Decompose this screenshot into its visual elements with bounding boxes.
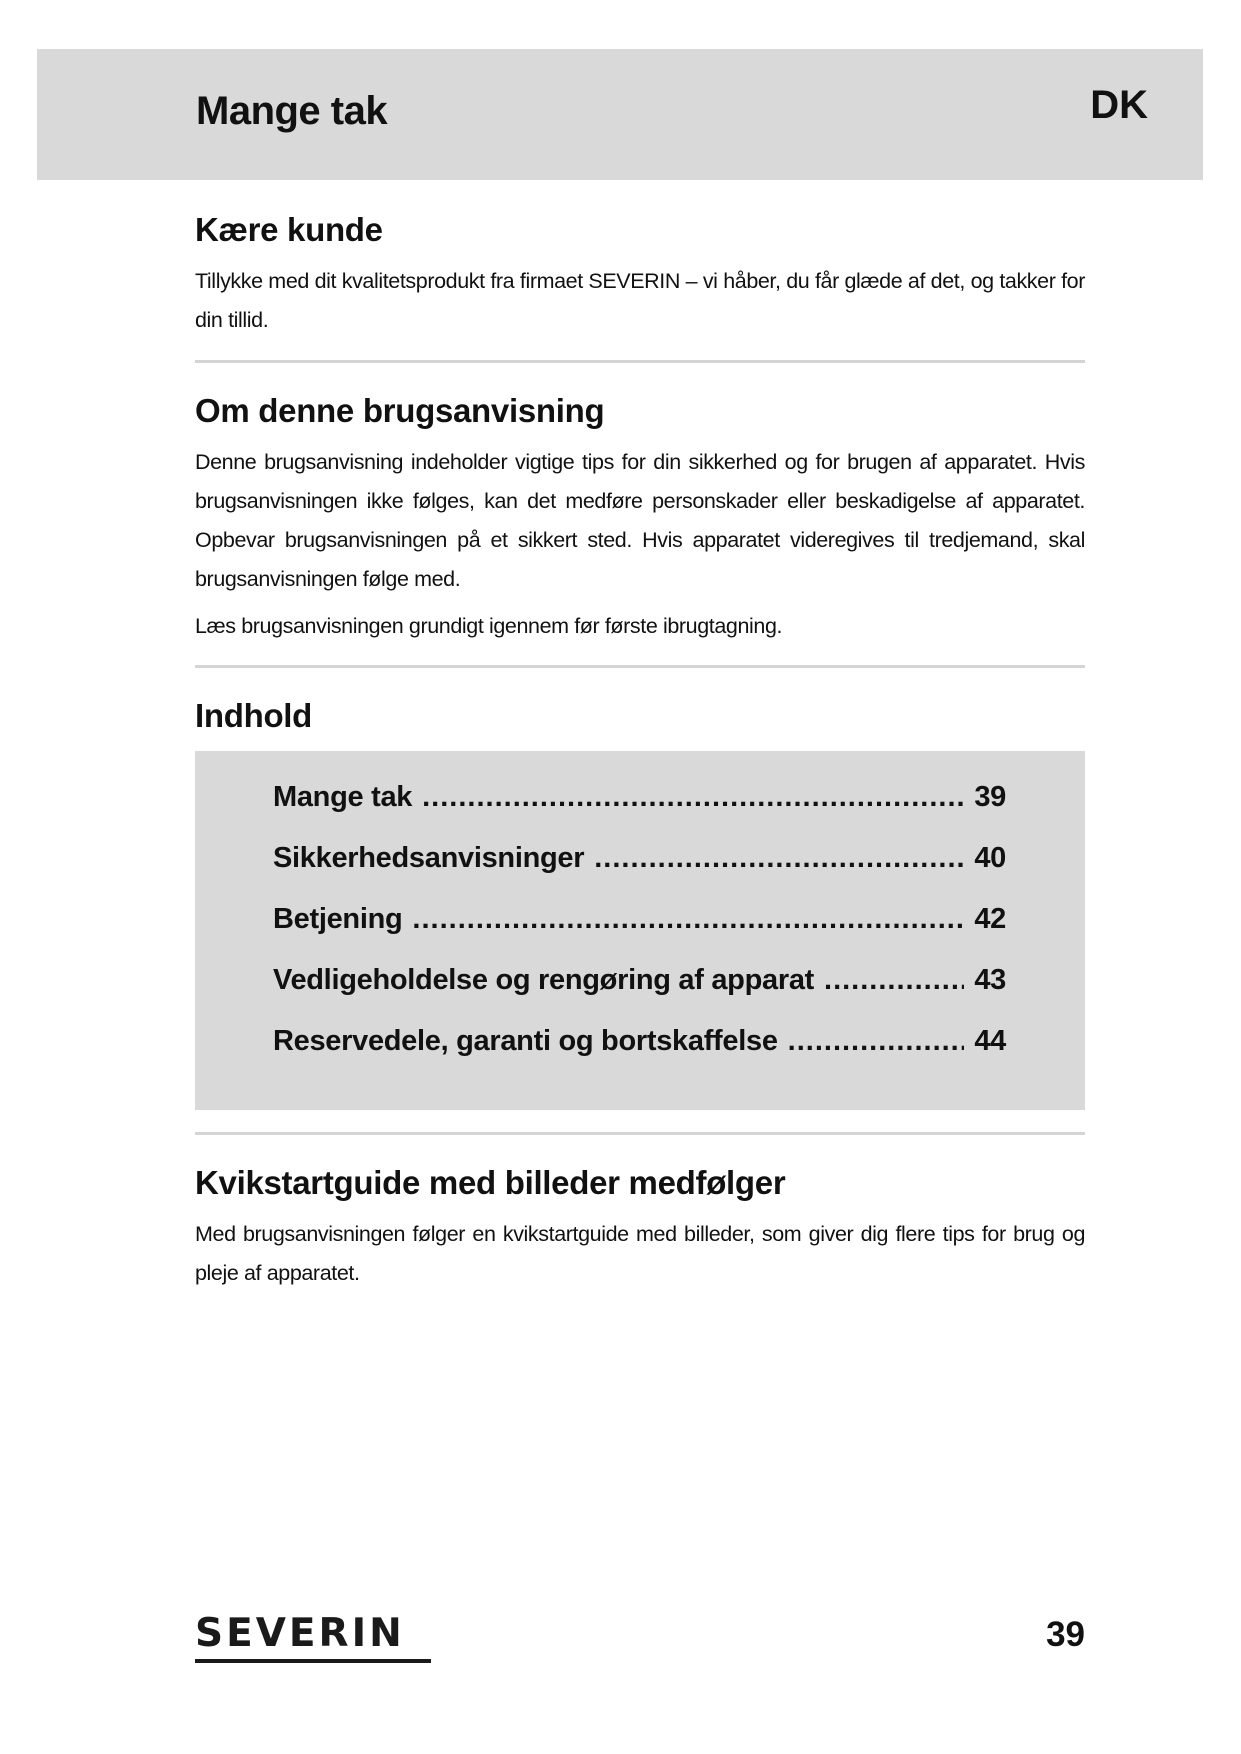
section-divider bbox=[195, 1132, 1085, 1135]
logo-underline bbox=[195, 1659, 431, 1663]
toc-entry-label: Mange tak bbox=[273, 781, 413, 813]
section-divider bbox=[195, 665, 1085, 668]
toc-leader-dots bbox=[594, 842, 964, 875]
toc-entry[interactable] bbox=[273, 1025, 1006, 1086]
about-manual-paragraph: Denne brugsanvisning indeholder vigtige tips for din sikkerhed og for brugen af apparatet. Hvis brugsanvisningen ikke følges, kan det medføre personskader eller beskadigelse af apparatet. Opbevar brugsanvisningen på et sikkert sted. Hvis apparatet videregives til tredjemand, skal brugsanvisningen følge med. bbox=[195, 449, 1085, 591]
toc-entry-label: Betjening bbox=[273, 903, 403, 935]
toc-leader-dots bbox=[788, 1025, 965, 1058]
section-divider bbox=[195, 360, 1085, 363]
page-header bbox=[37, 49, 1203, 180]
section-about-manual bbox=[195, 391, 1085, 646]
toc-leader-dots bbox=[824, 964, 964, 997]
toc-entry-label: Reservedele, garanti og bortskaffelse bbox=[273, 1025, 778, 1057]
page-title: Mange tak bbox=[196, 89, 388, 133]
toc-entry-label: Sikkerhedsanvisninger bbox=[273, 842, 585, 874]
section-heading-about-manual: Om denne brugsanvisning bbox=[195, 392, 605, 429]
dear-customer-text: Tillykke med dit kvalitetsprodukt fra firmaet SEVERIN – vi håber, du får glæde af det, og takker for din tillid. bbox=[195, 268, 1085, 332]
toc-entry-page: 40 bbox=[974, 842, 1006, 874]
toc-entry-page: 39 bbox=[974, 781, 1006, 813]
toc-entry[interactable] bbox=[273, 903, 1006, 964]
severin-logo bbox=[195, 1613, 431, 1665]
section-heading-contents: Indhold bbox=[195, 697, 313, 734]
toc-entry[interactable] bbox=[273, 964, 1006, 1025]
toc-entry-page: 42 bbox=[974, 903, 1006, 935]
section-contents bbox=[195, 696, 1085, 736]
section-dear-customer bbox=[195, 210, 1085, 340]
section-heading-dear-customer: Kære kunde bbox=[195, 211, 383, 248]
toc-entry-page: 44 bbox=[974, 1025, 1006, 1057]
toc-entry-label: Vedligeholdelse og rengøring af apparat bbox=[273, 964, 815, 996]
page-number: 39 bbox=[1046, 1615, 1085, 1654]
toc-leader-dots bbox=[412, 903, 964, 936]
toc-list bbox=[273, 781, 1006, 1086]
toc-entry[interactable] bbox=[273, 781, 1006, 842]
quickstart-text: Med brugsanvisningen følger en kvikstartguide med billeder, som giver dig flere tips for brug og pleje af apparatet. bbox=[195, 1221, 1085, 1285]
language-code: DK bbox=[1090, 83, 1148, 127]
brand-wordmark: SEVERIN bbox=[195, 1611, 405, 1656]
section-quickstart bbox=[195, 1163, 1085, 1293]
toc-entry-page: 43 bbox=[974, 964, 1006, 996]
toc-entry[interactable] bbox=[273, 842, 1006, 903]
about-manual-paragraph: Læs brugsanvisningen grundigt igennem før første ibrugtagning. bbox=[195, 613, 783, 638]
table-of-contents bbox=[195, 751, 1085, 1110]
toc-leader-dots bbox=[422, 781, 964, 814]
section-heading-quickstart: Kvikstartguide med billeder medfølger bbox=[195, 1164, 786, 1201]
